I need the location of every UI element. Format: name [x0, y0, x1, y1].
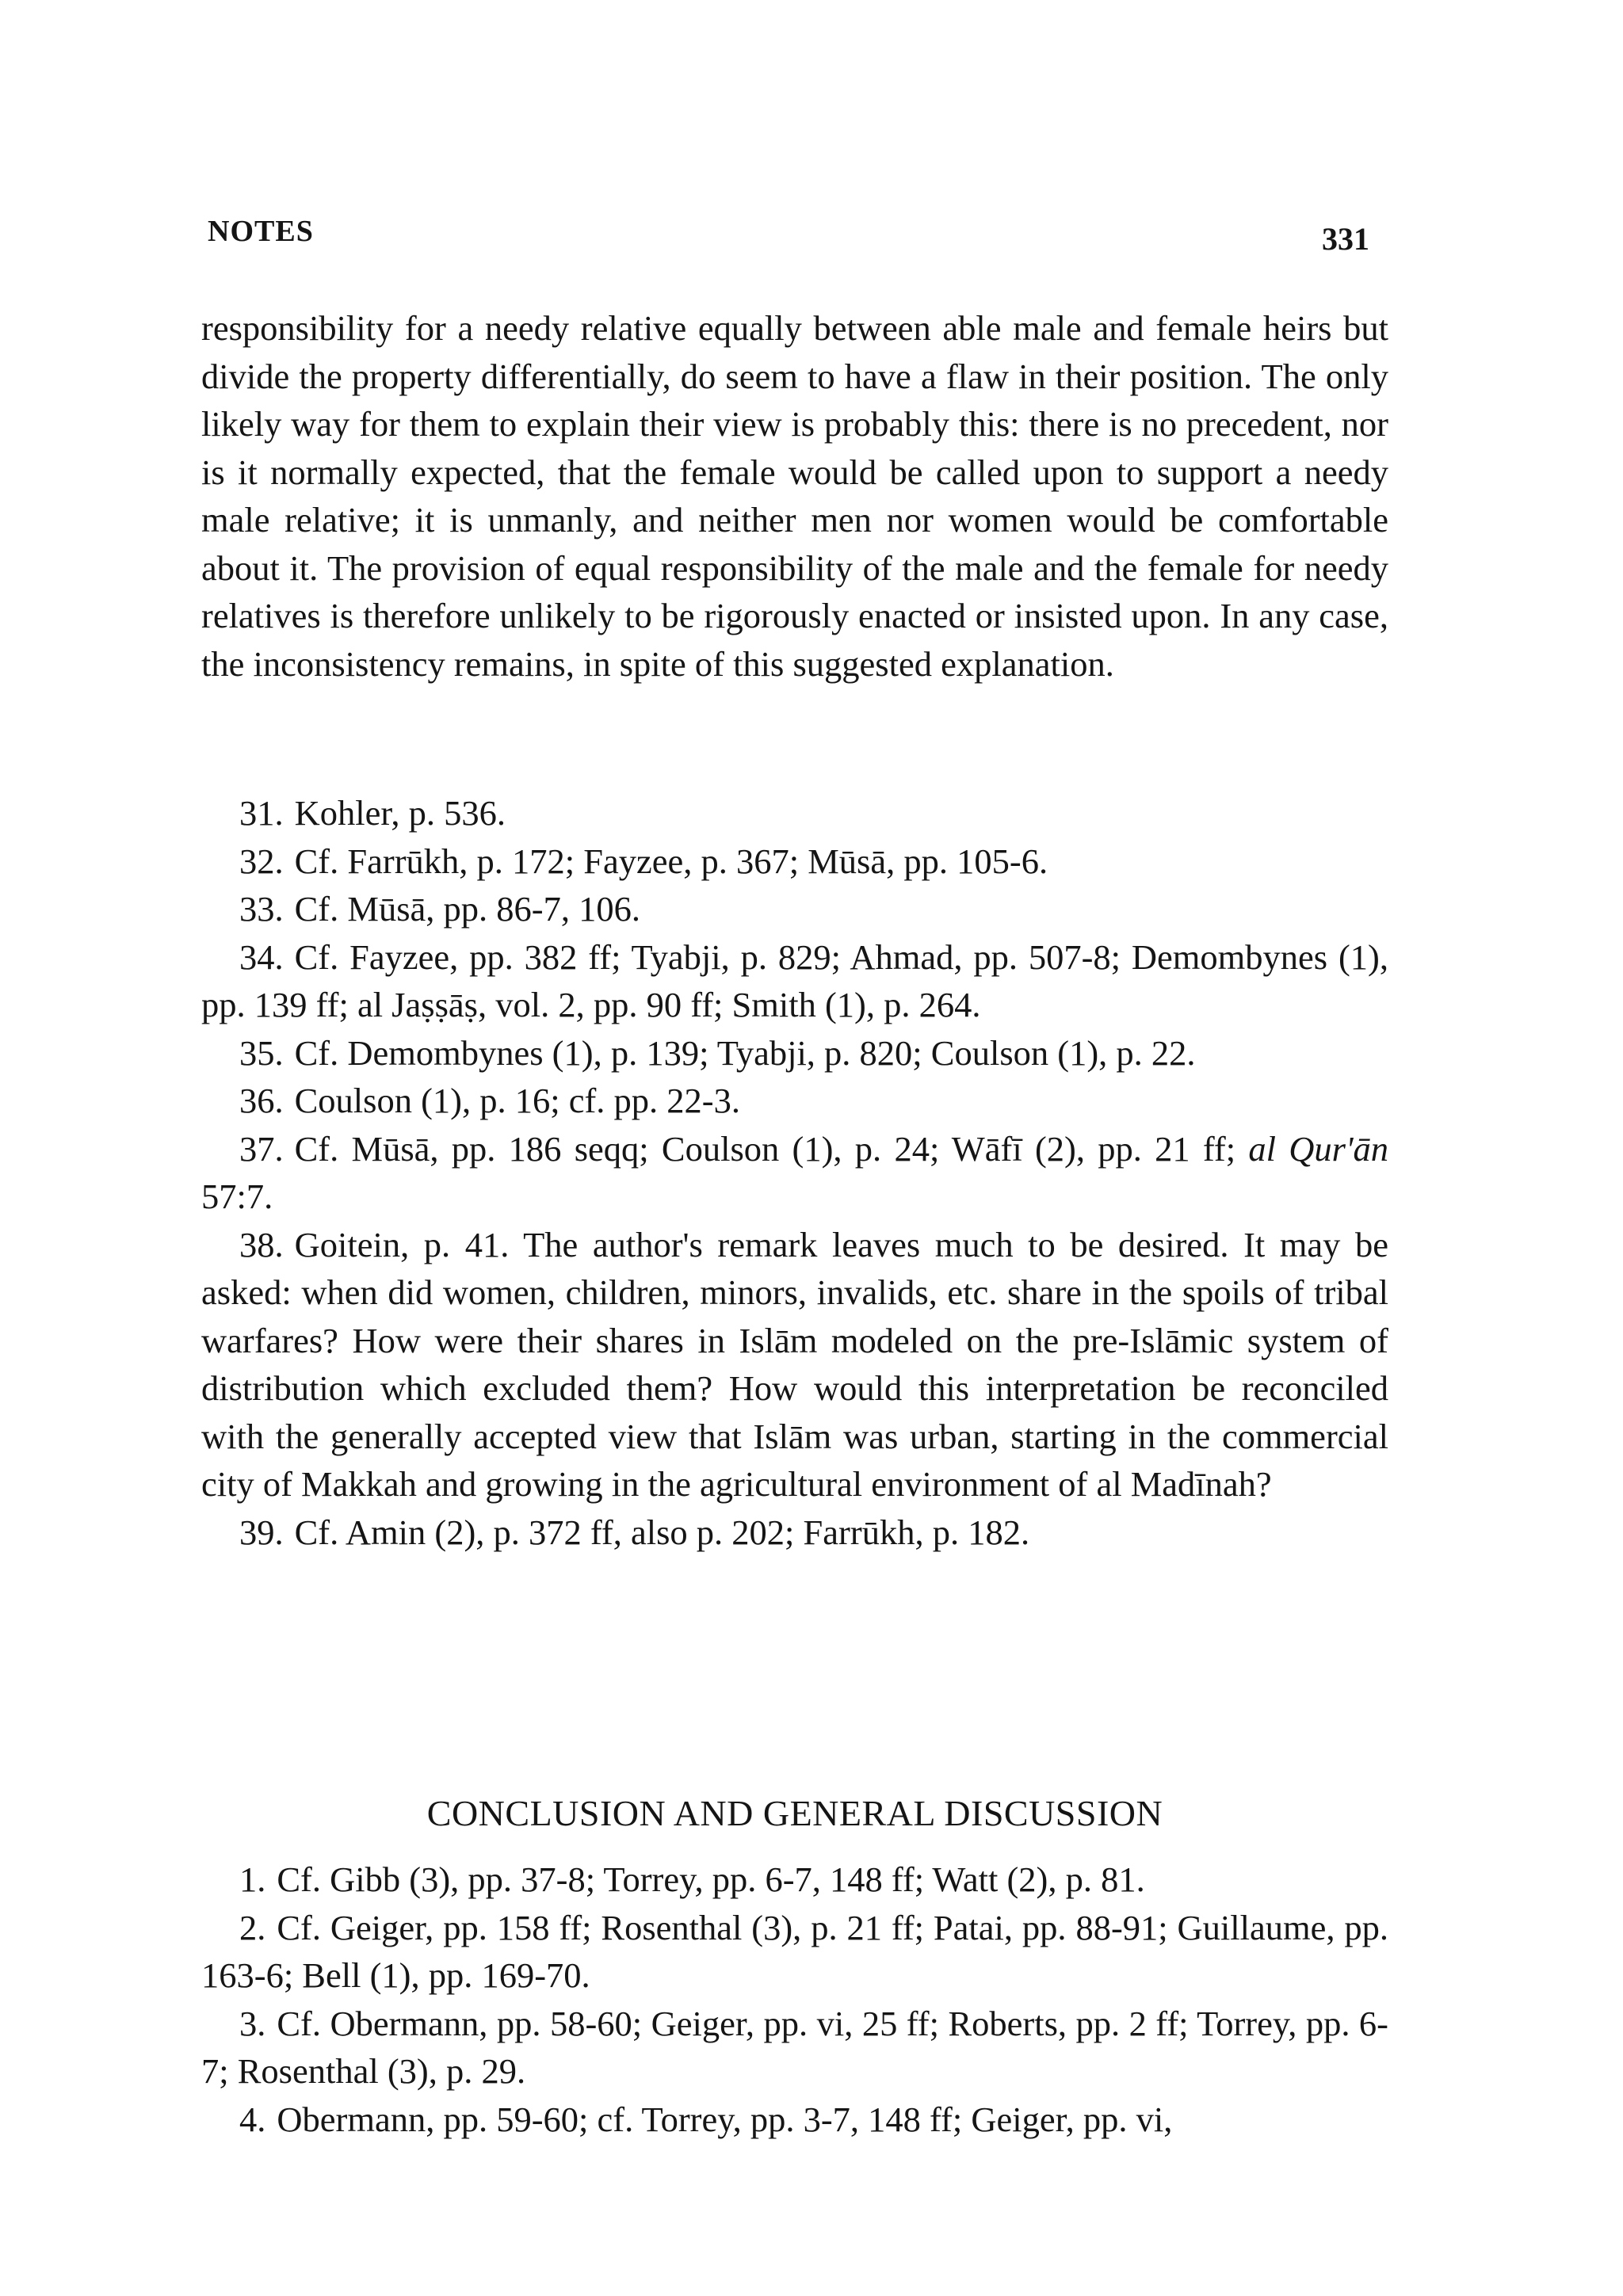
note-text: Cf. Mūsā, pp. 186 seqq; Coulson (1), p. 24; Wāfī (2), pp. 21 ff; [294, 1128, 1249, 1169]
note-number: 37. [239, 1128, 284, 1169]
note-text: Cf. Mūsā, pp. 86-7, 106. [294, 889, 640, 929]
note-item [201, 1125, 1388, 1221]
note-number: 34. [239, 936, 284, 977]
note-text: Cf. Obermann, pp. 58-60; Geiger, pp. vi, 25 ff; Roberts, pp. 2 ff; Torrey, pp. 6-7; Rosenthal (3), p. 29. [201, 2003, 1388, 2091]
note-text: Cf. Amin (2), p. 372 ff, also p. 202; Farrūkh, p. 182. [294, 1512, 1030, 1552]
note-item [201, 885, 1388, 933]
note-text-italic: al Qur'ān [1248, 1128, 1388, 1169]
note-text: Cf. Fayzee, pp. 382 ff; Tyabji, p. 829; Ahmad, pp. 507-8; Demombynes (1), pp. 139 ff; al Jaṣṣāṣ, vol. 2, pp. 90 ff; Smith (1), p. 264. [201, 936, 1388, 1024]
note-text: Obermann, pp. 59-60; cf. Torrey, pp. 3-7, 148 ff; Geiger, pp. vi, [277, 2099, 1173, 2139]
continuation-paragraph: responsibility for a needy relative equally between able male and female heirs but divide the property differentially, do seem to have a flaw in their position. The only likely way for them to explain their view is probably this: there is no precedent, nor is it normally expected, that the female would be called upon to support a needy male relative; it is unmanly, and neither men nor women would be comfortable about it. The provision of equal responsibility of the male and the female for needy relatives is therefore unlikely to be rigorously enacted or insisted upon. In any case, the inconsistency remains, in spite of this suggested explanation. [201, 308, 1388, 684]
note-text: Cf. Geiger, pp. 158 ff; Rosenthal (3), p. 21 ff; Patai, pp. 88-91; Guillaume, pp. 163-6; Bell (1), pp. 169-70. [201, 1907, 1388, 1995]
note-text: Cf. Demombynes (1), p. 139; Tyabji, p. 820; Coulson (1), p. 22. [294, 1032, 1196, 1073]
note-text: Cf. Farrūkh, p. 172; Fayzee, p. 367; Mūsā, pp. 105-6. [294, 841, 1048, 881]
note-item [201, 1221, 1388, 1508]
note-item [201, 1077, 1388, 1125]
note-number: 39. [239, 1512, 284, 1552]
note-number: 36. [239, 1081, 284, 1120]
note-number: 3. [239, 2003, 266, 2043]
note-item [201, 1855, 1388, 1904]
note-item [201, 789, 1388, 837]
note-item [201, 933, 1388, 1029]
note-number: 1. [239, 1859, 266, 1899]
note-number: 32. [239, 841, 284, 881]
note-item [201, 2096, 1388, 2144]
section-heading: CONCLUSION AND GENERAL DISCUSSION [426, 1793, 1163, 1833]
note-number: 38. [239, 1224, 284, 1264]
note-number: 35. [239, 1032, 284, 1073]
notes-list [201, 789, 1388, 1556]
note-text: Kohler, p. 536. [294, 793, 506, 833]
note-text: Goitein, p. 41. The author's remark leaves much to be desired. It may be asked: when did women, children, minors, invalids, etc. share in the spoils of tribal warfares? How were their shares in Islām modeled on the pre-Islāmic system of distribution which excluded them? How would this interpretation be reconciled with the generally accepted view that Islām was urban, starting in the commercial city of Makkah and growing in the agricultural environment of al Madīnah? [201, 1224, 1388, 1504]
note-text: Coulson (1), p. 16; cf. pp. 22-3. [294, 1081, 741, 1120]
note-number: 2. [239, 1907, 266, 1947]
note-item [201, 837, 1388, 886]
note-number: 33. [239, 889, 284, 929]
page-number: 331 [1322, 221, 1369, 257]
note-text: 57:7. [201, 1177, 273, 1216]
note-number: 4. [239, 2099, 266, 2139]
conclusion-notes-list [201, 1855, 1388, 2143]
note-number: 31. [239, 793, 284, 833]
note-item [201, 1029, 1388, 1077]
note-item [201, 1904, 1388, 2000]
note-item [201, 2000, 1388, 2096]
note-text: Cf. Gibb (3), pp. 37-8; Torrey, pp. 6-7, 148 ff; Watt (2), p. 81. [277, 1859, 1145, 1899]
running-head: NOTES [208, 215, 314, 248]
note-item [201, 1508, 1388, 1557]
